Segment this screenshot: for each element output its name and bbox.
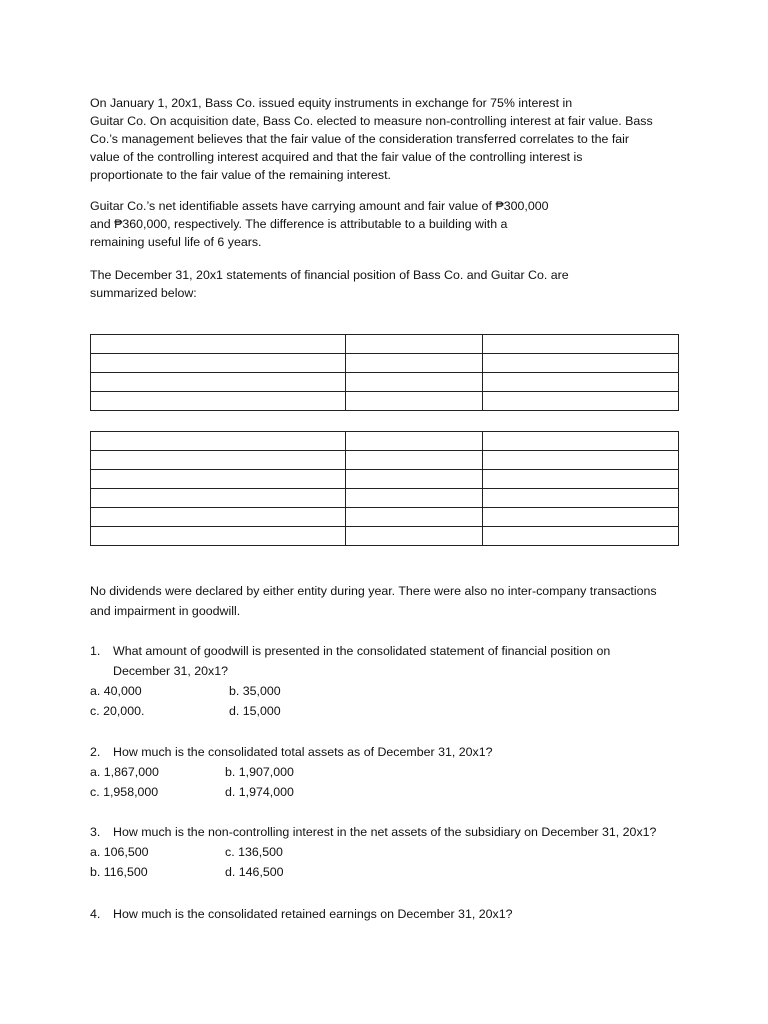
table-cell — [91, 508, 346, 527]
question-number: 1. — [90, 644, 101, 658]
table-row — [91, 354, 679, 373]
table-cell — [346, 489, 483, 508]
table-row — [91, 470, 679, 489]
table-row — [91, 527, 679, 546]
table-row — [91, 489, 679, 508]
text-line: The December 31, 20x1 statements of financial position of Bass Co. and Guitar Co. are — [90, 268, 569, 282]
option-a[interactable]: a. 1,867,000 — [90, 765, 159, 779]
table-cell — [91, 527, 346, 546]
table-cell — [91, 451, 346, 470]
option-a[interactable]: a. 106,500 — [90, 845, 149, 859]
answer-options — [90, 762, 690, 802]
table-cell — [483, 489, 679, 508]
table-cell — [346, 335, 483, 354]
table-cell — [91, 432, 346, 451]
text-line: Guitar Co. On acquisition date, Bass Co. elected to measure non-controlling interest at fair value. Bass — [90, 114, 653, 128]
table-cell — [346, 432, 483, 451]
financial-position-table-liabilities-equity — [90, 431, 679, 546]
question-stem — [90, 641, 690, 681]
question-3 — [90, 822, 690, 882]
question-text: How much is the non-controlling interest in the net assets of the subsidiary on December 31, 20x1? — [113, 825, 657, 839]
answer-options — [90, 681, 690, 721]
text-line: On January 1, 20x1, Bass Co. issued equity instruments in exchange for 75% interest in — [90, 96, 573, 110]
table-row — [91, 373, 679, 392]
table-cell — [91, 470, 346, 489]
financial-position-table-assets — [90, 334, 679, 411]
option-d[interactable]: d. 1,974,000 — [225, 785, 294, 799]
option-c[interactable]: c. 1,958,000 — [90, 785, 159, 799]
text-line: remaining useful life of 6 years. — [90, 235, 262, 249]
table-cell — [346, 392, 483, 411]
table-cell — [483, 432, 679, 451]
question-4 — [90, 904, 690, 924]
text-line: Guitar Co.’s net identifiable assets have carrying amount and fair value of ₱300,000 — [90, 199, 549, 213]
question-text: How much is the consolidated total assets as of December 31, 20x1? — [113, 745, 493, 759]
question-stem — [90, 904, 690, 924]
table-row — [91, 392, 679, 411]
table-cell — [483, 392, 679, 411]
statements-paragraph — [90, 266, 569, 302]
option-d[interactable]: d. 15,000 — [229, 704, 281, 718]
question-text: December 31, 20x1? — [113, 664, 229, 678]
table-cell — [483, 527, 679, 546]
text-line: and impairment in goodwill. — [90, 604, 241, 618]
question-stem — [90, 742, 690, 762]
option-d[interactable]: d. 146,500 — [225, 865, 284, 879]
question-stem — [90, 822, 690, 842]
question-text: How much is the consolidated retained earnings on December 31, 20x1? — [113, 907, 513, 921]
question-number: 4. — [90, 907, 101, 921]
text-line: value of the controlling interest acquired and that the fair value of the controlling interest is — [90, 150, 583, 164]
table-cell — [346, 508, 483, 527]
table-row — [91, 335, 679, 354]
intro-paragraph — [90, 94, 653, 184]
question-text: What amount of goodwill is presented in the consolidated statement of financial position on — [113, 644, 611, 658]
table-cell — [346, 451, 483, 470]
option-c[interactable]: c. 20,000. — [90, 704, 145, 718]
table-cell — [483, 451, 679, 470]
text-line: and ₱360,000, respectively. The difference is attributable to a building with a — [90, 217, 508, 231]
table-cell — [483, 335, 679, 354]
question-number: 2. — [90, 745, 101, 759]
dividends-paragraph — [90, 581, 657, 621]
table-cell — [483, 508, 679, 527]
table-cell — [91, 392, 346, 411]
table-cell — [483, 470, 679, 489]
text-line: summarized below: — [90, 286, 197, 300]
option-a[interactable]: a. 40,000 — [90, 684, 142, 698]
table-cell — [91, 489, 346, 508]
net-assets-paragraph — [90, 197, 549, 251]
table-cell — [91, 373, 346, 392]
option-b[interactable]: b. 1,907,000 — [225, 765, 294, 779]
text-line: proportionate to the fair value of the remaining interest. — [90, 168, 391, 182]
question-2 — [90, 742, 690, 802]
question-1 — [90, 641, 690, 721]
table-cell — [91, 354, 346, 373]
question-number: 3. — [90, 825, 101, 839]
table-row — [91, 432, 679, 451]
option-b[interactable]: b. 116,500 — [90, 865, 148, 879]
table-cell — [483, 373, 679, 392]
table-row — [91, 451, 679, 470]
table-cell — [91, 335, 346, 354]
table-cell — [346, 354, 483, 373]
option-c[interactable]: c. 136,500 — [225, 845, 283, 859]
table-row — [91, 508, 679, 527]
option-b[interactable]: b. 35,000 — [229, 684, 281, 698]
table-cell — [346, 470, 483, 489]
answer-options — [90, 842, 690, 882]
text-line: No dividends were declared by either entity during year. There were also no inter-company transactions — [90, 584, 657, 598]
table-cell — [346, 373, 483, 392]
text-line: Co.’s management believes that the fair value of the consideration transferred correlates to the fair — [90, 132, 630, 146]
table-cell — [483, 354, 679, 373]
table-cell — [346, 527, 483, 546]
